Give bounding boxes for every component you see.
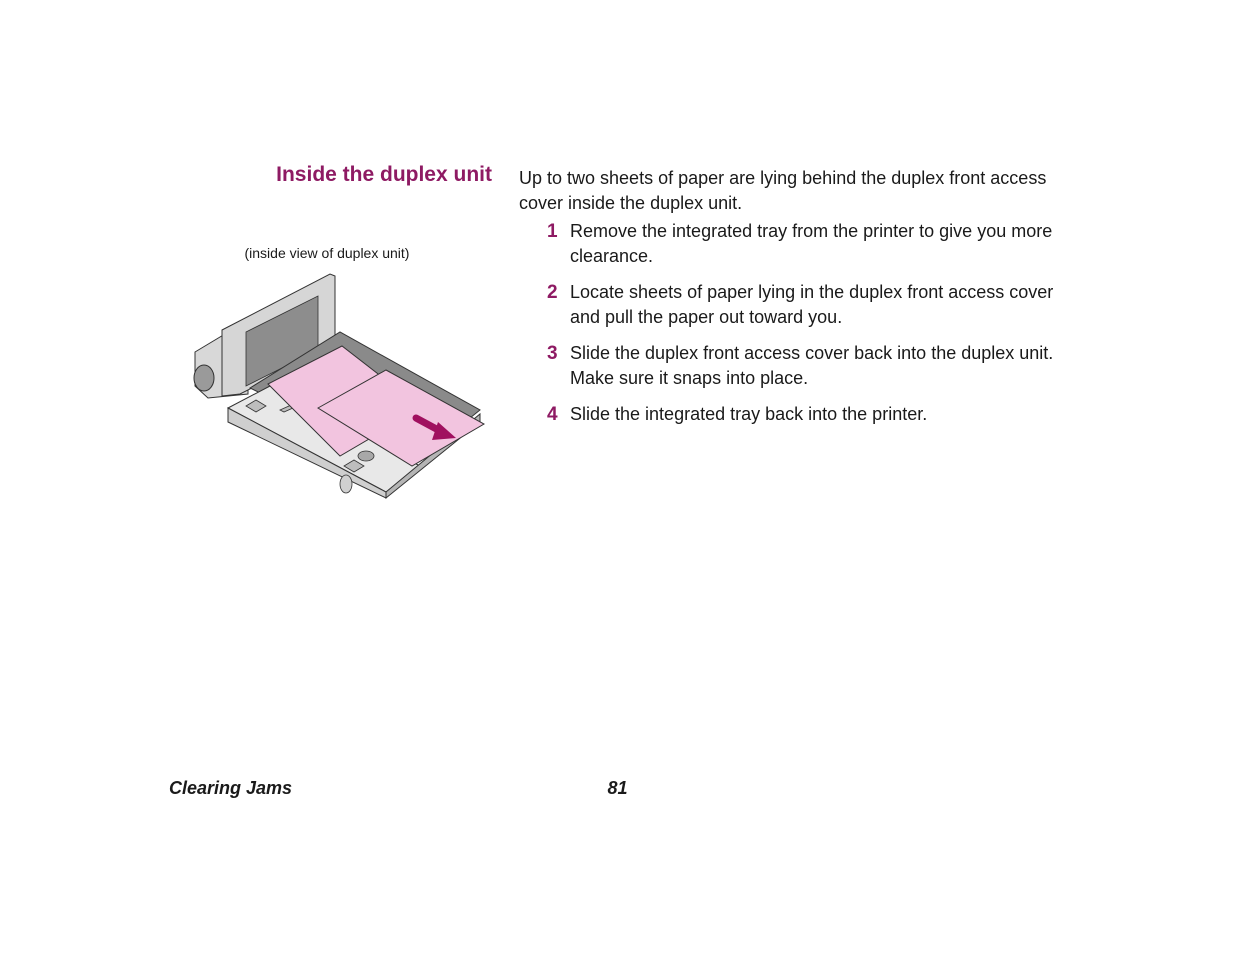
duplex-unit-illustration	[190, 270, 490, 502]
list-item	[519, 341, 1079, 391]
step-number: 3	[547, 343, 558, 364]
unit-grip	[194, 365, 214, 391]
step-number: 4	[547, 404, 558, 425]
step-text: Slide the integrated tray back into the printer.	[570, 404, 928, 424]
list-item	[519, 280, 1079, 330]
unit-foot	[340, 475, 352, 493]
step-number: 1	[547, 221, 558, 242]
steps-list	[519, 219, 1079, 427]
step-text: Slide the duplex front access cover back into the duplex unit. Make sure it snaps into place.	[570, 343, 1054, 388]
list-item	[519, 402, 1079, 427]
step-text: Remove the integrated tray from the printer to give you more clearance.	[570, 221, 1053, 266]
footer-page-number: 81	[607, 778, 628, 798]
illustration-caption: (inside view of duplex unit)	[244, 245, 410, 261]
section-heading: Inside the duplex unit	[276, 163, 492, 186]
intro-paragraph: Up to two sheets of paper are lying behind the duplex front access cover inside the duplex unit.	[519, 168, 1047, 213]
step-number: 2	[547, 282, 558, 303]
footer-section-title: Clearing Jams	[169, 778, 293, 798]
body-column	[519, 166, 1079, 438]
list-item	[519, 219, 1079, 269]
step-text: Locate sheets of paper lying in the duplex front access cover and pull the paper out toward you.	[570, 282, 1054, 327]
unit-knob	[358, 451, 374, 461]
